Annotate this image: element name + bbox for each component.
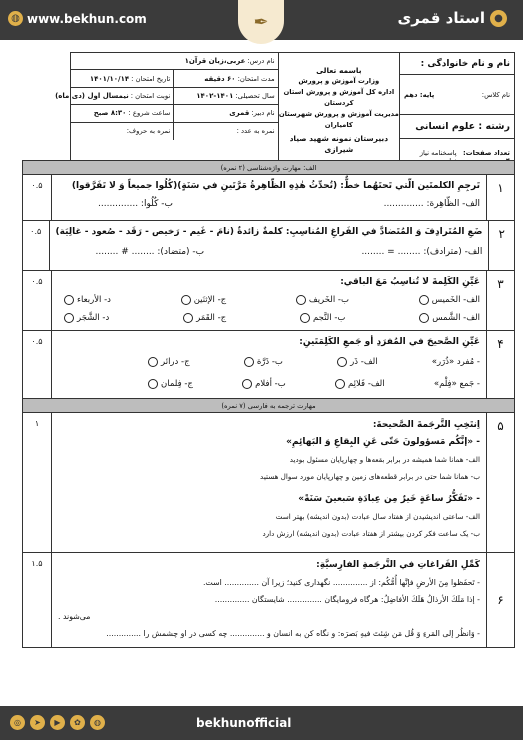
- radio-circle[interactable]: [296, 295, 306, 305]
- sentence-1-option-b[interactable]: ب- همانا شما حتی در برابر قطعه‌های زمین و چهارپایان مورد سوال هستید: [260, 472, 480, 481]
- option-text: الف- الشَّمس: [432, 313, 480, 323]
- answer-sheet-note: پاسخنامه نیاز: [419, 149, 457, 157]
- question-score: ۰.۵: [31, 337, 43, 346]
- question-score: ۱.۵: [31, 559, 43, 568]
- radio-circle[interactable]: [300, 313, 310, 323]
- question-score: ۰.۵: [31, 277, 43, 286]
- exam-details: [55, 53, 278, 173]
- globe-icon: ◍: [8, 11, 23, 26]
- question-1: [23, 175, 514, 221]
- duration-value: ۶۰ دقیقه: [204, 74, 236, 83]
- options-row-1: [58, 293, 480, 307]
- radio-circle[interactable]: [242, 379, 252, 389]
- question-6: [23, 553, 514, 647]
- item-label: - جَمع «فِلْم»: [433, 379, 480, 389]
- options-row-2: [58, 377, 480, 391]
- fill-line-2: - إذا مَلَكَ الأرذالُ هَلَكَ الأفاضِلُ: هرگاه فرومایگان .............. شایستگان ..............: [214, 595, 480, 604]
- question-score: ۰.۵: [30, 227, 42, 236]
- question-number: ۳: [486, 271, 514, 330]
- footer-banner: [0, 706, 523, 740]
- web-icon[interactable]: ◍: [90, 715, 105, 730]
- exam-title: باسمه تعالی: [316, 66, 362, 75]
- question-number: ۱: [486, 175, 514, 220]
- field-label: رشته : علوم انسانی: [400, 115, 514, 139]
- questions-table: [22, 160, 515, 648]
- option-text: ب- النَّجم: [312, 313, 346, 323]
- option-text: ج- فِلمان: [161, 379, 193, 389]
- option-text: ج- الإثنَين: [193, 295, 227, 305]
- question-3: [23, 271, 514, 331]
- year-value: ۱۴۰۲-۱۴۰۱: [196, 91, 234, 100]
- question-number: ۲: [488, 221, 514, 270]
- section-translation: مهارت ترجمه به فارسی (۷ نمره): [23, 399, 514, 413]
- office-city: مدیریت آموزش و پرورش شهرستان کامیاران: [278, 110, 399, 129]
- radio-circle[interactable]: [419, 295, 429, 305]
- section-vocab: الف: مهارت واژه‌شناسی (۲ نمره): [23, 161, 514, 175]
- school-info: [278, 53, 399, 173]
- teacher-value: قمری: [229, 109, 250, 118]
- social-handle[interactable]: bekhunofficial: [196, 716, 292, 730]
- question-4: [23, 331, 514, 399]
- item-label: - مُفرد «ذُرَر»: [431, 357, 480, 367]
- logo-emblem: ✒: [238, 0, 284, 44]
- office-province: اداره کل آموزش و پرورش استان کردستان: [283, 88, 395, 107]
- answer-synonym: الف- (مترادف): ........ = ........: [361, 247, 483, 257]
- option-text: الف- ذَر: [350, 357, 378, 367]
- question-number: ۴: [486, 331, 514, 398]
- answer-antonym: ب- (متضاد): ........ # ........: [95, 247, 205, 257]
- website-text: www.bekhun.com: [27, 11, 147, 26]
- sentence-1-option-a[interactable]: الف- همانا شما همیشه در برابر بقعه‌ها و چهارپایان مسئول بودید: [289, 455, 480, 464]
- question-text: كَمِّلِ الفَراغاتِ في التَّرجَمةِ الفارِسيَّةِ:: [316, 560, 480, 570]
- sentence-2: - «تَفَكُّرُ ساعَةٍ خَيرٌ مِن عِبادَةِ سَبعينَ سَنَةً»: [298, 494, 480, 504]
- ministry-name: وزارت آموزش و پرورش: [298, 77, 380, 85]
- option-text: ب- ذَرَّة: [256, 357, 283, 367]
- sentence-1: - «إنَّكُم مَسؤولونَ حَتّى عَنِ البِقاعِ وَ البَهائِمِ»: [286, 437, 480, 447]
- school-name: دبیرستان نمونه شهید صیاد شیرازی: [289, 134, 389, 154]
- user-icon: ●: [490, 10, 507, 27]
- radio-circle[interactable]: [148, 357, 158, 367]
- score-word-label: نمره به حروف:: [126, 127, 171, 136]
- question-text: عَيِّنِ الصَّحيحَ في المُفرَدِ أو جَمعِ الكَلِمَتَينِ:: [299, 337, 480, 347]
- answer-a: الف- الظّاهِرة: ..............: [383, 199, 480, 209]
- question-number: ۶: [486, 553, 514, 647]
- question-number: ۵: [486, 413, 514, 552]
- score-number-label: نمره به عدد :: [236, 127, 275, 136]
- option-text: ج- درائر: [161, 357, 190, 367]
- radio-circle[interactable]: [181, 295, 191, 305]
- term-value: نیمسال اول (دی ماه): [55, 91, 129, 100]
- teacher-start-row: نام دبیر: قمری ساعت شروع : ۸:۳۰ صبح: [71, 105, 278, 122]
- aparat-icon[interactable]: ✿: [70, 715, 85, 730]
- question-text: اِنتَخِبِ التَّرجَمةَ الصَّحيحةَ:: [372, 420, 480, 430]
- answer-b: ب- كُلُوا: ..............: [98, 199, 173, 209]
- question-2: [23, 221, 514, 271]
- option-text: الف- الخَميس: [431, 295, 480, 305]
- subject-value: عربی،زبان قرآن۱: [184, 57, 246, 66]
- social-links: [10, 715, 105, 730]
- fill-line-3: - وَانظُر إلى المَرءِ وَ قُل مَن شِئتَ فيهِ بَصرَه: و نگاه کن به انسان و .............. چه کسی در او چشمش را ..............: [106, 629, 480, 638]
- question-text: ضَعِ المُتَرادِفَ وَ المُتَضادَّ في الفَراغِ المُناسِبِ: كلمةٌ زائدةٌ (نامَ - غَيم - رَخيص - رَقَد - صُعود - غالِيَة): [55, 227, 483, 237]
- brand: [397, 9, 507, 27]
- sentence-2-option-b[interactable]: ب- یک ساعت فکر کردن بیشتر از هفتاد عبادت (بدون اندیشه) ارزش دارد: [262, 529, 480, 538]
- subject-row: نام درس: عربی،زبان قرآن۱: [71, 53, 278, 70]
- pages-label: تعداد صفحات:: [463, 149, 510, 157]
- radio-circle[interactable]: [64, 313, 74, 323]
- radio-circle[interactable]: [183, 313, 193, 323]
- radio-circle[interactable]: [335, 379, 345, 389]
- name-field: نام و نام خانوادگی :: [400, 53, 514, 75]
- option-text: د- الشَّجَر: [77, 313, 110, 323]
- youtube-icon[interactable]: ▶: [50, 715, 65, 730]
- option-text: ب- الخَريف: [308, 295, 349, 305]
- telegram-icon[interactable]: ➤: [30, 715, 45, 730]
- question-text: تَرجِمِ الكلمتَين الّتي تَحتَهُما خطٌّ: (تُحدِّثُ هٰذِهِ الظّاهِرةُ مَرَّتَينِ في سَنَةٍ)(كُلُوا جميعاً وَ لا تَفَرَّقوا): [71, 181, 480, 191]
- radio-circle[interactable]: [64, 295, 74, 305]
- options-row-2: [58, 311, 480, 325]
- radio-circle[interactable]: [337, 357, 347, 367]
- question-score: ۰.۵: [31, 181, 43, 190]
- student-info: [399, 53, 514, 173]
- year-term-row: سال تحصیلی: ۱۴۰۲-۱۴۰۱ نوبت امتحان : نیمسال اول (دی ماه): [71, 88, 278, 105]
- start-value: ۸:۳۰ صبح: [93, 109, 127, 118]
- sentence-2-option-a[interactable]: الف- ساعتی اندیشیدن از هفتاد سال عبادت (بدون اندیشه) بهتر است: [275, 512, 480, 521]
- instagram-icon[interactable]: ◎: [10, 715, 25, 730]
- date-value: ۱۴۰۱/۱۰/۱۴: [89, 74, 130, 83]
- grade-label: پایه: دهم: [403, 90, 435, 99]
- radio-circle[interactable]: [244, 357, 254, 367]
- option-text: ب- أفلام: [255, 379, 286, 389]
- brand-name: استاد قمری: [397, 9, 485, 27]
- class-label: نام کلاس:: [481, 90, 510, 99]
- exam-header: [55, 52, 515, 174]
- class-row: [400, 75, 514, 115]
- question-score: ۱: [34, 419, 40, 428]
- website-link[interactable]: [8, 11, 147, 26]
- option-text: ج- القَمَر: [196, 313, 227, 323]
- radio-circle[interactable]: [148, 379, 158, 389]
- fill-line-2-end: می‌شوند .: [58, 612, 91, 621]
- options-row-1: [58, 355, 480, 369]
- question-text: عَيِّنِ الكَلِمةَ لا تُناسِبُ مَعَ الباقي:: [340, 277, 480, 287]
- duration-date-row: مدت امتحان: ۶۰ دقیقه تاریخ امتحان : ۱۴۰۱/۱۰/۱۴: [71, 70, 278, 87]
- option-text: الف- فَلائِم: [347, 379, 385, 389]
- radio-circle[interactable]: [419, 313, 429, 323]
- question-5: [23, 413, 514, 553]
- score-row: [71, 123, 278, 140]
- option-text: د- الأربعاء: [77, 295, 111, 305]
- fill-line-1: - تَحفَظوا مِنَ الأرضِ فإنَّها أُمُّكُم: از .............. نگهداری کنید؛ زیرا آن .............. است.: [202, 578, 480, 587]
